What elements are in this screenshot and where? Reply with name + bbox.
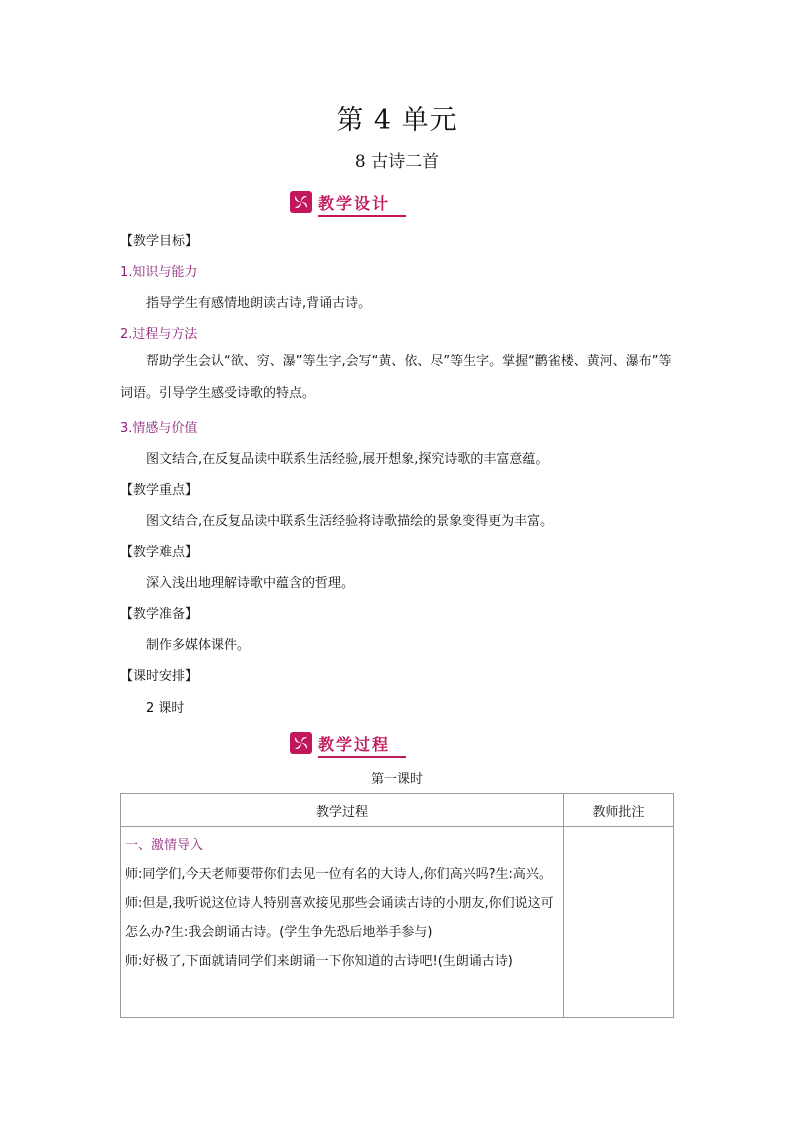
goal-1-text: 指导学生有感情地朗读古诗,背诵古诗。 — [146, 296, 372, 311]
pinwheel-logo-icon — [290, 732, 312, 754]
goals-heading: 【教学目标】 — [120, 234, 199, 249]
lesson-title: 8 古诗二首 — [354, 152, 440, 172]
process-table — [120, 793, 674, 1018]
key-points-text: 图文结合,在反复品读中联系生活经验将诗歌描绘的景象变得更为丰富。 — [146, 514, 554, 529]
unit-title: 第 4 单元 — [336, 105, 458, 136]
session-label: 第一课时 — [370, 772, 423, 787]
dialogue-line-1: 师:同学们,今天老师要带你们去见一位有名的大诗人,你们高兴吗?生:高兴。 — [125, 867, 552, 882]
table-row — [121, 827, 674, 1018]
goal-1-label: 1.知识与能力 — [120, 265, 198, 280]
schedule-heading: 【课时安排】 — [120, 669, 199, 684]
column-header-process: 教学过程 — [121, 794, 564, 827]
teacher-notes-cell[interactable] — [564, 827, 674, 1018]
schedule-text: 2 课时 — [146, 701, 185, 716]
intro-section-label: 一、激情导入 — [125, 838, 204, 853]
column-header-notes: 教师批注 — [564, 794, 674, 827]
goal-2-label: 2.过程与方法 — [120, 327, 198, 342]
banner-title: 教学设计 — [318, 191, 400, 214]
banner-title: 教学过程 — [318, 732, 400, 755]
teaching-design-banner — [290, 189, 400, 215]
goal-3-text: 图文结合,在反复品读中联系生活经验,展开想象,探究诗歌的丰富意蕴。 — [146, 452, 549, 467]
table-header-row — [121, 794, 674, 827]
dialogue-line-3: 师:好极了,下面就请同学们来朗诵一下你知道的古诗吧!(生朗诵古诗) — [125, 954, 513, 969]
goal-2-text: 帮助学生会认“欲、穷、瀑”等生字,会写“黄、依、尽”等生字。掌握“鹳雀楼、黄河、瀑布”等词语。引导学生感受诗歌的特点。 — [120, 354, 672, 401]
preparation-heading: 【教学准备】 — [120, 607, 199, 622]
teaching-process-banner — [290, 730, 400, 756]
dialogue-line-2: 师:但是,我听说这位诗人特别喜欢接见那些会诵读古诗的小朋友,你们说这可怎么办?生:我会朗诵古诗。(学生争先恐后地举手参与) — [125, 896, 554, 940]
pinwheel-logo-icon — [290, 191, 312, 213]
difficulties-text: 深入浅出地理解诗歌中蕴含的哲理。 — [146, 576, 355, 591]
goal-3-label: 3.情感与价值 — [120, 421, 198, 436]
difficulties-heading: 【教学难点】 — [120, 545, 199, 560]
key-points-heading: 【教学重点】 — [120, 483, 199, 498]
process-cell — [121, 827, 564, 1018]
preparation-text: 制作多媒体课件。 — [146, 638, 251, 653]
